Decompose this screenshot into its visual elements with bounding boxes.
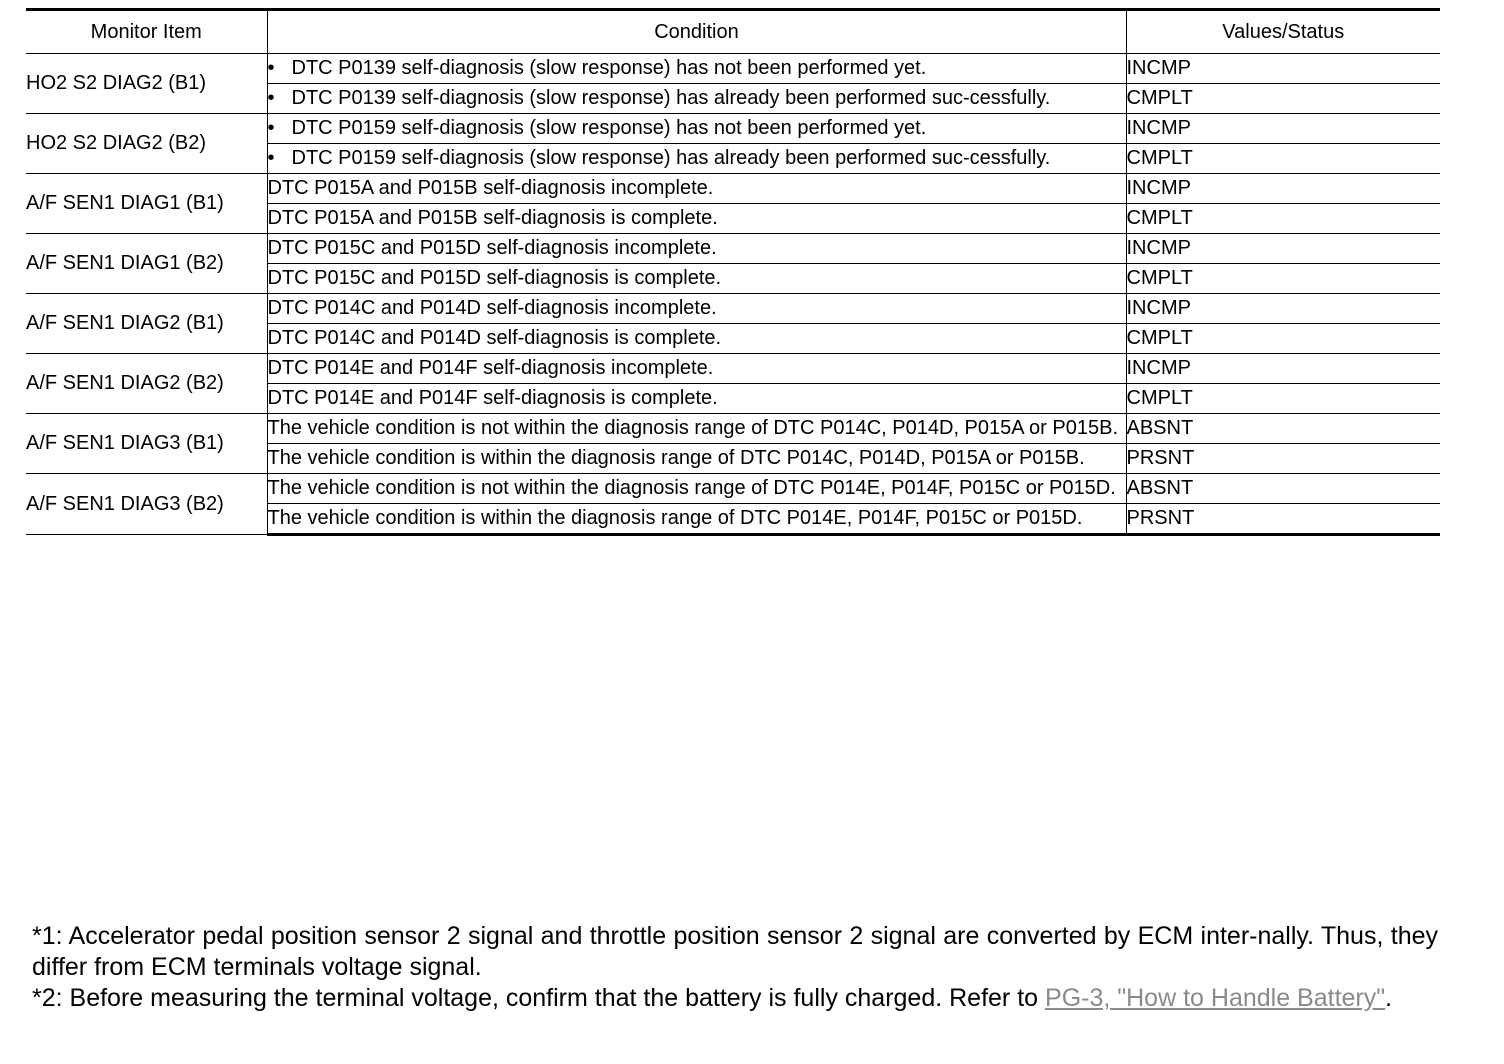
status-value-cell: CMPLT [1126, 84, 1440, 114]
condition-cell [267, 264, 1126, 294]
condition-text: DTC P014C and P014D self-diagnosis is complete. [267, 327, 722, 349]
status-value-cell: INCMP [1126, 54, 1440, 84]
condition-cell [267, 444, 1126, 474]
condition-text: DTC P014C and P014D self-diagnosis incomplete. [267, 297, 717, 319]
condition-text: The vehicle condition is not within the diagnosis range of DTC P014C, P014D, P015A or P015B. [267, 417, 1118, 439]
status-value-cell: INCMP [1126, 354, 1440, 384]
condition-cell [267, 174, 1126, 204]
condition-cell [267, 504, 1126, 535]
monitor-item-cell: A/F SEN1 DIAG1 (B1) [26, 174, 267, 234]
monitor-item-cell: A/F SEN1 DIAG2 (B1) [26, 294, 267, 354]
status-value-cell: PRSNT [1126, 504, 1440, 535]
monitor-item-cell: HO2 S2 DIAG2 (B2) [26, 114, 267, 174]
condition-text: The vehicle condition is within the diagnosis range of DTC P014E, P014F, P015C or P015D. [267, 507, 1083, 529]
table-row [26, 474, 1440, 504]
condition-cell [267, 294, 1126, 324]
table-row [26, 114, 1440, 144]
header-values-status: Values/Status [1126, 10, 1440, 54]
table-row [26, 54, 1440, 84]
condition-text: The vehicle condition is not within the diagnosis range of DTC P014E, P014F, P015C or P015D. [267, 477, 1116, 499]
table-row [26, 294, 1440, 324]
status-value-cell: ABSNT [1126, 474, 1440, 504]
status-value-cell: PRSNT [1126, 444, 1440, 474]
condition-cell [267, 144, 1126, 174]
monitor-item-cell: HO2 S2 DIAG2 (B1) [26, 54, 267, 114]
condition-cell [267, 234, 1126, 264]
condition-cell [267, 354, 1126, 384]
monitor-item-cell: A/F SEN1 DIAG1 (B2) [26, 234, 267, 294]
status-value-cell: CMPLT [1126, 204, 1440, 234]
condition-cell [267, 54, 1126, 84]
condition-cell [267, 384, 1126, 414]
table-row [26, 414, 1440, 444]
status-value-cell: CMPLT [1126, 144, 1440, 174]
monitor-item-cell: A/F SEN1 DIAG3 (B2) [26, 474, 267, 535]
condition-text: The vehicle condition is within the diagnosis range of DTC P014C, P014D, P015A or P015B. [267, 447, 1085, 469]
status-value-cell: CMPLT [1126, 264, 1440, 294]
header-monitor-item: Monitor Item [26, 10, 267, 54]
table-row [26, 234, 1440, 264]
table-row [26, 174, 1440, 204]
condition-text: • DTC P0159 self-diagnosis (slow response) has already been performed suc-cessfully. [268, 144, 1126, 173]
footnote-1: *1: Accelerator pedal position sensor 2 signal and throttle position sensor 2 signal are converted by ECM inter-nally. Thus, they differ from ECM terminals voltage signal. [32, 922, 1438, 981]
condition-text: DTC P014E and P014F self-diagnosis is complete. [267, 387, 718, 409]
condition-text: DTC P015A and P015B self-diagnosis is complete. [267, 207, 718, 229]
footnotes [32, 921, 1438, 1014]
status-value-cell: CMPLT [1126, 324, 1440, 354]
condition-text: DTC P015A and P015B self-diagnosis incomplete. [267, 177, 714, 199]
condition-cell [267, 204, 1126, 234]
table-header-row [26, 10, 1440, 54]
condition-text: • DTC P0139 self-diagnosis (slow response) has not been performed yet. [268, 54, 1126, 83]
table-row [26, 354, 1440, 384]
monitor-table [26, 8, 1440, 536]
footnote-2-end: . [1385, 984, 1393, 1012]
condition-text: DTC P015C and P015D self-diagnosis incomplete. [267, 237, 717, 259]
status-value-cell: CMPLT [1126, 384, 1440, 414]
condition-text: • DTC P0139 self-diagnosis (slow response) has already been performed suc-cessfully. [268, 84, 1126, 113]
status-value-cell: INCMP [1126, 234, 1440, 264]
status-value-cell: ABSNT [1126, 414, 1440, 444]
condition-text: DTC P015C and P015D self-diagnosis is complete. [267, 267, 722, 289]
table-body [26, 54, 1440, 535]
monitor-item-cell: A/F SEN1 DIAG3 (B1) [26, 414, 267, 474]
battery-reference-link[interactable]: PG-3, "How to Handle Battery" [1045, 984, 1386, 1012]
footnote-2-text: *2: Before measuring the terminal voltage, confirm that the battery is fully charged. Refer to [32, 984, 1046, 1012]
header-condition: Condition [267, 10, 1126, 54]
condition-text: • DTC P0159 self-diagnosis (slow response) has not been performed yet. [268, 114, 1126, 143]
monitor-item-cell: A/F SEN1 DIAG2 (B2) [26, 354, 267, 414]
condition-cell [267, 414, 1126, 444]
condition-cell [267, 84, 1126, 114]
status-value-cell: INCMP [1126, 174, 1440, 204]
footnote-2 [32, 983, 1438, 1014]
condition-cell [267, 474, 1126, 504]
condition-text: DTC P014E and P014F self-diagnosis incomplete. [267, 357, 714, 379]
condition-cell [267, 324, 1126, 354]
status-value-cell: INCMP [1126, 114, 1440, 144]
status-value-cell: INCMP [1126, 294, 1440, 324]
condition-cell [267, 114, 1126, 144]
